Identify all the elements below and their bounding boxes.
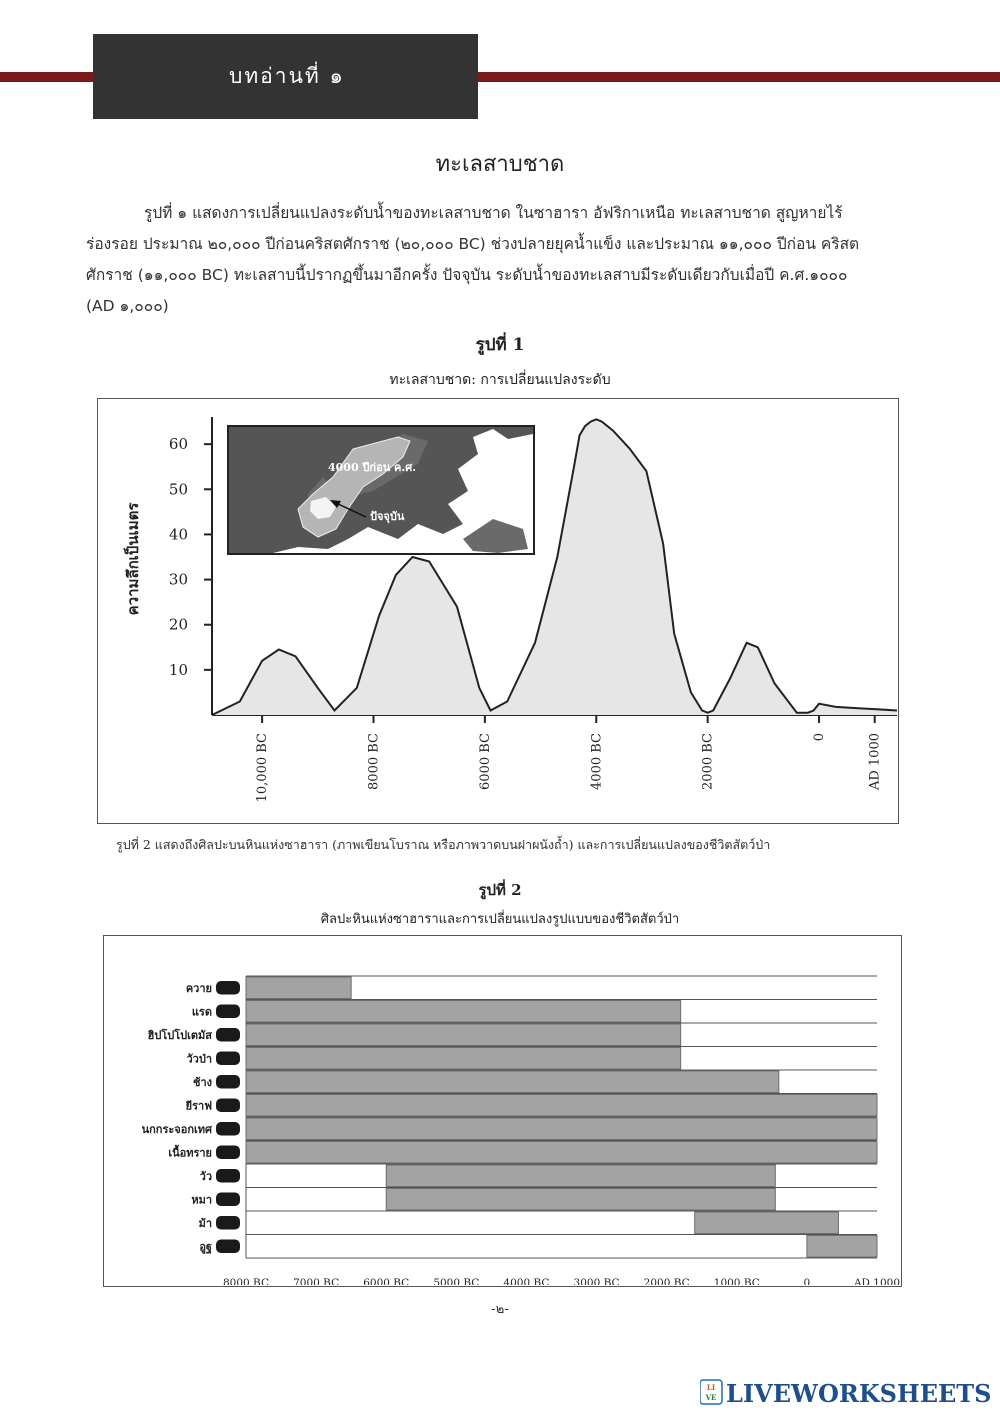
chart2-bar (246, 1118, 877, 1140)
chart1-y-tick-label: 20 (168, 615, 188, 634)
chart2-row-label: อูฐ (199, 1240, 212, 1254)
chart2-x-tick-label: 6000 BC (363, 1277, 410, 1285)
chart2-bar (246, 1048, 681, 1070)
lesson-header (93, 34, 478, 119)
dog-icon (216, 1193, 240, 1207)
figure2-label: รูปที่ 2 (478, 881, 522, 899)
chart1-y-tick-label: 50 (168, 480, 188, 499)
chart2-x-tick-label: 2000 BC (643, 1277, 690, 1285)
chart2-row-label: วัว (199, 1169, 212, 1183)
chart1-x-tick-label: 8000 BC (366, 733, 382, 790)
figure2-frame (103, 935, 902, 1287)
chart2-bar (386, 1189, 775, 1211)
chart2-bar (246, 1142, 877, 1164)
brand-logo (700, 1378, 990, 1408)
figure1-label: รูปที่ 1 (475, 335, 525, 355)
brand-mark-top: LI (706, 1383, 716, 1392)
chart2-row-label: นกกระจอกเทศ (141, 1122, 212, 1136)
chart2-x-tick-label: 7000 BC (293, 1277, 340, 1285)
chart2-row-label: ควาย (185, 981, 212, 995)
chart2-ticks (223, 1277, 900, 1285)
wild-ox-icon (216, 1052, 240, 1066)
chart2-bar (807, 1236, 877, 1258)
lesson-label: บทอ่านที่ ๑ (229, 64, 345, 88)
chart1-x-tick-label: 10,000 BC (255, 733, 271, 803)
chart1-x-tick-label: AD 1000 (867, 733, 883, 791)
intro-paragraph-text: รูปที่ ๑ แสดงการเปลี่ยนแปลงระดับน้ำของทะเลสาบชาด ในซาฮารา อัฟริกาเหนือ ทะเลสาบชาด สูญหายไร้ร่องรอย ประมาณ ๒๐,๐๐๐ ปีก่อนคริสตศักราช (๒๐,๐๐๐ BC) ช่วงปลายยุคน้ำแข็ง และประมาณ ๑๑,๐๐๐ ปีก่อน คริสตศักราช (๑๑,๐๐๐ BC) ทะเลสาบนี้ปรากฏขึ้นมาอีกครั้ง ปัจจุบัน ระดับน้ำของทะเลสาบมีระดับเดียวกับเมื่อปี ค.ศ.๑๐๐๐ (AD ๑,๐๐๐) (86, 204, 860, 315)
chart1-y-tick-label: 60 (168, 435, 188, 454)
liveworksheets-logo (700, 1378, 990, 1408)
chart2-row-label: ฮิปโปโปเตมัส (147, 1028, 212, 1042)
chart2-row-label: ม้า (198, 1216, 212, 1230)
chart1-y-tick-label: 30 (168, 570, 188, 589)
figure2-caption: รูปที่ 2 แสดงถึงศิลปะบนหินแห่งซาฮารา (ภาพเขียนโบราณ หรือภาพวาดบนฝาผนังถ้ำ) และการเปลี่ยนแปลงของชีวิตสัตว์ป่า (116, 837, 771, 852)
chart2-bar (246, 1095, 877, 1117)
lake-level-chart (98, 399, 897, 822)
chart1-x-tick-label: 6000 BC (477, 733, 493, 790)
chart1-y-tick-label: 10 (168, 660, 188, 679)
chart2-bar (246, 1071, 779, 1093)
chart2-bar (246, 1001, 681, 1023)
chart1-x-tick-label: 4000 BC (589, 733, 605, 790)
chart2-row-label: เนื้อทราย (168, 1146, 212, 1160)
map-label-past: 4000 ปีก่อน ค.ศ. (328, 461, 417, 474)
brand-text: LIVEWORKSHEETS (726, 1379, 990, 1408)
page-number: -๒- (491, 1302, 509, 1317)
chart1-y-tick-label: 40 (168, 525, 188, 544)
chart2-bar (386, 1165, 775, 1187)
chart2-x-tick-label: 1000 BC (713, 1277, 760, 1285)
chart2-row-label: ยีราฟ (185, 1099, 212, 1113)
chart2-bar (695, 1212, 839, 1234)
chart1-y-axis-label: ความลึกเป็นเมตร (124, 502, 142, 616)
figure2-subtitle: ศิลปะหินแห่งซาฮาราและการเปลี่ยนแปลงรูปแบบของชีวิตสัตว์ป่า (320, 912, 680, 927)
chart2-x-tick-label: 5000 BC (433, 1277, 480, 1285)
figure1-subtitle: ทะเลสาบชาด: การเปลี่ยนแปลงระดับ (389, 372, 611, 388)
intro-paragraph (86, 198, 861, 322)
page-title: ทะเลสาบชาด (435, 152, 565, 177)
chart1-x-tick-label: 0 (812, 733, 828, 742)
horse-icon (216, 1216, 240, 1230)
ostrich-icon (216, 1122, 240, 1136)
chart2-x-tick-label: 0 (803, 1277, 811, 1285)
chart2-x-tick-label: 4000 BC (503, 1277, 550, 1285)
chart2-x-tick-label: 3000 BC (573, 1277, 620, 1285)
chart2-row-label: วัวป่า (186, 1052, 212, 1066)
chart2-row-label: ช้าง (192, 1075, 212, 1089)
chart2-row-labels (142, 981, 240, 1254)
rhino-icon (216, 1005, 240, 1019)
gazelle-icon (216, 1146, 240, 1160)
chart2-x-tick-label: 8000 BC (222, 1277, 270, 1285)
figure1-frame (97, 398, 899, 824)
chart2-bar (246, 977, 351, 999)
giraffe-icon (216, 1099, 240, 1113)
map-label-now: ปัจจุบัน (370, 510, 405, 523)
chart2-bar (246, 1024, 681, 1046)
brand-mark-bottom: VE (705, 1393, 717, 1402)
hippo-icon (216, 1028, 240, 1042)
chart1-x-tick-label: 2000 BC (700, 733, 716, 790)
camel-icon (216, 1240, 240, 1254)
inset-map (228, 426, 534, 554)
cattle-icon (216, 1169, 240, 1183)
wildlife-chart (104, 936, 900, 1285)
chart2-row-label: หมา (191, 1193, 212, 1207)
chart2-row-label: แรด (191, 1005, 212, 1019)
chart2-x-tick-label: AD 1000 (853, 1277, 900, 1285)
buffalo-icon (216, 981, 240, 995)
elephant-icon (216, 1075, 240, 1089)
